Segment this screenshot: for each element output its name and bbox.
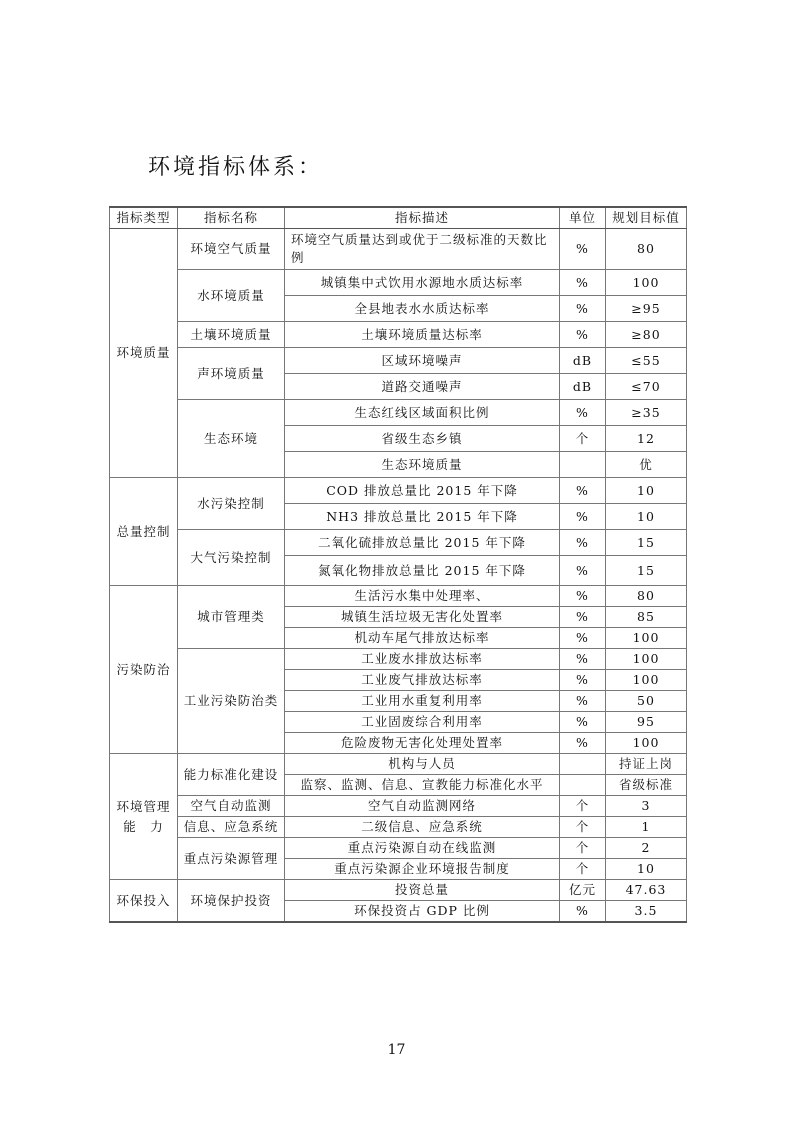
name-cell: 声环境质量: [178, 348, 285, 400]
table-row: [110, 754, 687, 775]
target-cell: 100: [606, 628, 687, 649]
name-cell: 大气污染控制: [178, 530, 285, 586]
target-cell: 省级标准: [606, 775, 687, 796]
target-cell: 100: [606, 733, 687, 754]
unit-cell: %: [560, 901, 606, 923]
page-title: 环境指标体系：: [148, 155, 324, 180]
category-cell: 总量控制: [110, 478, 178, 586]
table-row: [110, 270, 687, 296]
table-row: [110, 586, 687, 607]
desc-cell: 投资总量: [285, 880, 560, 901]
desc-cell: 生态红线区域面积比例: [285, 400, 560, 426]
unit-cell: 个: [560, 838, 606, 859]
target-cell: 15: [606, 530, 687, 556]
header-target: 规划目标值: [606, 207, 687, 229]
header-category: 指标类型: [110, 207, 178, 229]
target-cell: 85: [606, 607, 687, 628]
unit-cell: %: [560, 229, 606, 270]
target-cell: 95: [606, 712, 687, 733]
desc-cell: 土壤环境质量达标率: [285, 322, 560, 348]
target-cell: 50: [606, 691, 687, 712]
unit-cell: %: [560, 670, 606, 691]
desc-cell: 机动车尾气排放达标率: [285, 628, 560, 649]
target-cell: 80: [606, 229, 687, 270]
unit-cell: [560, 754, 606, 775]
unit-cell: %: [560, 607, 606, 628]
target-cell: ≤55: [606, 348, 687, 374]
unit-cell: [560, 775, 606, 796]
desc-cell: 工业固废综合利用率: [285, 712, 560, 733]
desc-cell: 监察、监测、信息、宣教能力标准化水平: [285, 775, 560, 796]
target-cell: 持证上岗: [606, 754, 687, 775]
header-unit: 单位: [560, 207, 606, 229]
table-row: [110, 478, 687, 504]
unit-cell: dB: [560, 374, 606, 400]
target-cell: 3: [606, 796, 687, 817]
target-cell: 2: [606, 838, 687, 859]
name-cell: 生态环境: [178, 400, 285, 478]
target-cell: 10: [606, 478, 687, 504]
table-row: [110, 530, 687, 556]
target-cell: ≤70: [606, 374, 687, 400]
target-cell: 80: [606, 586, 687, 607]
table-row: [110, 880, 687, 901]
desc-cell: 危险废物无害化处理处置率: [285, 733, 560, 754]
name-cell: 水污染控制: [178, 478, 285, 530]
desc-cell: 环保投资占 GDP 比例: [285, 901, 560, 923]
target-cell: ≥95: [606, 296, 687, 322]
unit-cell: %: [560, 649, 606, 670]
unit-cell: 个: [560, 426, 606, 452]
table-row: [110, 838, 687, 859]
unit-cell: 个: [560, 796, 606, 817]
target-cell: 100: [606, 670, 687, 691]
desc-cell: 工业废水排放达标率: [285, 649, 560, 670]
name-cell: 城市管理类: [178, 586, 285, 649]
desc-cell: 省级生态乡镇: [285, 426, 560, 452]
desc-cell: 空气自动监测网络: [285, 796, 560, 817]
table-row: [110, 229, 687, 270]
desc-cell: 二氧化硫排放总量比 2015 年下降: [285, 530, 560, 556]
name-cell: 空气自动监测: [178, 796, 285, 817]
desc-cell: 工业废气排放达标率: [285, 670, 560, 691]
name-cell: 重点污染源管理: [178, 838, 285, 880]
target-cell: 100: [606, 649, 687, 670]
unit-cell: %: [560, 270, 606, 296]
desc-cell: 重点污染源企业环境报告制度: [285, 859, 560, 880]
target-cell: 3.5: [606, 901, 687, 923]
desc-cell: 工业用水重复利用率: [285, 691, 560, 712]
desc-cell: 环境空气质量达到或优于二级标准的天数比例: [285, 229, 560, 270]
category-cell: 污染防治: [110, 586, 178, 754]
name-cell: 环境空气质量: [178, 229, 285, 270]
target-cell: 12: [606, 426, 687, 452]
target-cell: 优: [606, 452, 687, 478]
table-row: [110, 348, 687, 374]
table-row: [110, 400, 687, 426]
unit-cell: 个: [560, 817, 606, 838]
page-number: 17: [387, 1042, 406, 1058]
target-cell: ≥35: [606, 400, 687, 426]
table-row: [110, 796, 687, 817]
name-cell: 能力标准化建设: [178, 754, 285, 796]
unit-cell: [560, 452, 606, 478]
unit-cell: %: [560, 628, 606, 649]
unit-cell: %: [560, 556, 606, 586]
target-cell: 47.63: [606, 880, 687, 901]
desc-cell: 重点污染源自动在线监测: [285, 838, 560, 859]
desc-cell: COD 排放总量比 2015 年下降: [285, 478, 560, 504]
unit-cell: %: [560, 530, 606, 556]
name-cell: 水环境质量: [178, 270, 285, 322]
unit-cell: %: [560, 400, 606, 426]
unit-cell: %: [560, 296, 606, 322]
unit-cell: %: [560, 478, 606, 504]
unit-cell: 亿元: [560, 880, 606, 901]
table-row: [110, 649, 687, 670]
desc-cell: 道路交通噪声: [285, 374, 560, 400]
indicator-table: [109, 206, 687, 923]
target-cell: 1: [606, 817, 687, 838]
desc-cell: 生活污水集中处理率、: [285, 586, 560, 607]
category-cell: 环保投入: [110, 880, 178, 923]
name-cell: 土壤环境质量: [178, 322, 285, 348]
table-row: [110, 817, 687, 838]
desc-cell: 氮氧化物排放总量比 2015 年下降: [285, 556, 560, 586]
desc-cell: 全县地表水水质达标率: [285, 296, 560, 322]
unit-cell: dB: [560, 348, 606, 374]
target-cell: 10: [606, 859, 687, 880]
unit-cell: %: [560, 322, 606, 348]
desc-cell: 生态环境质量: [285, 452, 560, 478]
desc-cell: 城镇集中式饮用水源地水质达标率: [285, 270, 560, 296]
target-cell: 15: [606, 556, 687, 586]
table-header-row: [110, 207, 687, 229]
desc-cell: 区域环境噪声: [285, 348, 560, 374]
unit-cell: %: [560, 691, 606, 712]
unit-cell: %: [560, 733, 606, 754]
unit-cell: %: [560, 712, 606, 733]
target-cell: ≥80: [606, 322, 687, 348]
name-cell: 信息、应急系统: [178, 817, 285, 838]
category-cell: 环境管理能 力: [110, 754, 178, 880]
unit-cell: %: [560, 504, 606, 530]
desc-cell: NH3 排放总量比 2015 年下降: [285, 504, 560, 530]
desc-cell: 机构与人员: [285, 754, 560, 775]
unit-cell: %: [560, 586, 606, 607]
header-name: 指标名称: [178, 207, 285, 229]
table-row: [110, 322, 687, 348]
target-cell: 100: [606, 270, 687, 296]
header-desc: 指标描述: [285, 207, 560, 229]
desc-cell: 二级信息、应急系统: [285, 817, 560, 838]
name-cell: 工业污染防治类: [178, 649, 285, 754]
target-cell: 10: [606, 504, 687, 530]
unit-cell: 个: [560, 859, 606, 880]
category-cell: 环境质量: [110, 229, 178, 478]
name-cell: 环境保护投资: [178, 880, 285, 923]
desc-cell: 城镇生活垃圾无害化处置率: [285, 607, 560, 628]
